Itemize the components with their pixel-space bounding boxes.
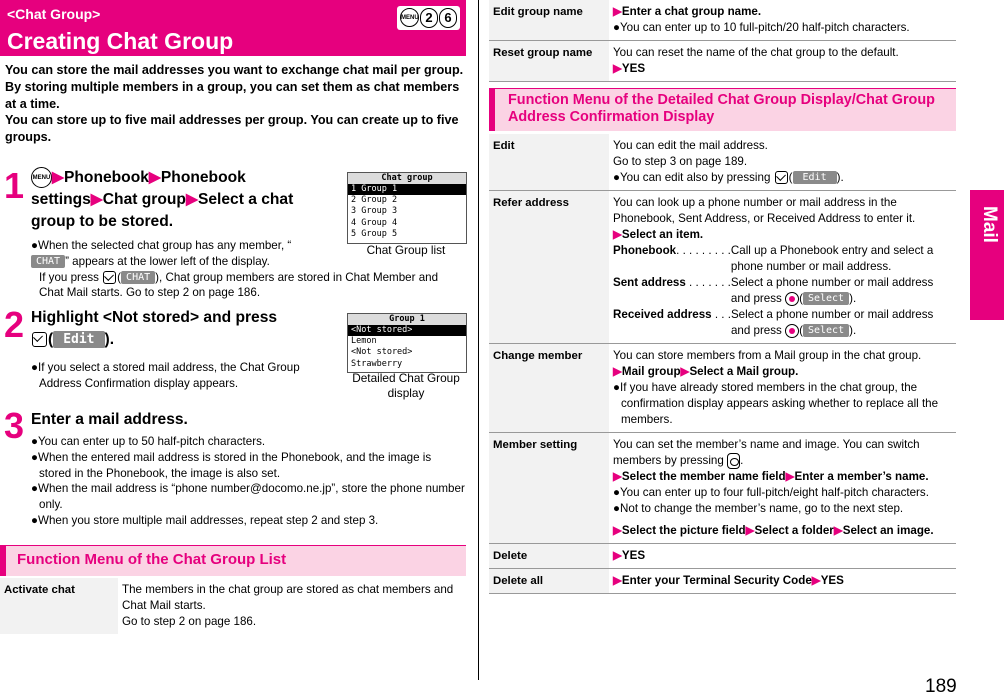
menu-key: Member setting <box>489 433 609 544</box>
menu-key: Delete <box>489 544 609 569</box>
list-item: <Not stored> <box>348 325 466 336</box>
menu-key: Reset group name <box>489 41 609 82</box>
menu-desc: You can reset the name of the chat group to the default. ▶YES <box>609 41 956 82</box>
bullet-icon: ● <box>31 482 39 496</box>
menu-desc: You can look up a phone number or mail address in the Phonebook, Sent Address, or Received Address to enter it. ▶Select an item. Phonebook . . . . . . . . . Call up a Phonebook entry and select a phone number or mail address. Sent address . . . . . . . Select a phone number or mail address and press ( Select ). Received address . . . Select a phone number or mail address and press ( Select ). <box>609 191 956 344</box>
list-item: <Not stored> <box>351 347 413 358</box>
bullet-icon: ● <box>31 361 39 374</box>
edit-softkey: Edit <box>53 331 104 348</box>
header-category: <Chat Group> <box>7 6 101 22</box>
key-2-icon: 2 <box>420 8 438 28</box>
edit-softkey: Edit <box>793 171 837 184</box>
select-softkey: Select <box>803 292 849 305</box>
arrow-icon: ▶ <box>148 169 161 186</box>
bullet-icon: ● <box>613 486 621 500</box>
column-divider <box>478 0 479 680</box>
bullet-icon: ● <box>613 381 621 394</box>
menu-desc: You can edit the mail address. Go to step 3 on page 189. ●You can edit also by pressing ( Edit ). <box>609 134 956 191</box>
screen-title: Group 1 <box>348 314 466 325</box>
center-key-icon <box>785 324 799 338</box>
bullet-icon: ● <box>31 450 39 464</box>
page-title: Creating Chat Group <box>7 28 234 54</box>
chat-softkey: CHAT <box>31 255 65 268</box>
section-heading: Function Menu of the Detailed Chat Group Display/Chat Group Address Confirmation Display <box>489 88 956 131</box>
intro-line: By storing multiple members in a group, you can set them as chat members at a time. <box>5 79 460 111</box>
intro-text <box>5 62 465 146</box>
bullet-icon: ● <box>31 239 39 252</box>
bullet-icon: ● <box>613 21 621 34</box>
bullet-icon: ● <box>31 435 39 448</box>
table-row <box>0 578 466 634</box>
menu-key: Activate chat <box>0 578 118 634</box>
table-row <box>489 344 956 433</box>
step-number: 2 <box>4 304 25 345</box>
center-key-icon <box>785 292 799 306</box>
list-item: Lemon <box>351 336 377 347</box>
step-3-text: Enter a mail address. <box>31 411 188 428</box>
list-item: 1 Group 1 <box>348 184 466 195</box>
list-item: 3 Group 3 <box>351 206 398 217</box>
bullet-icon: ● <box>613 502 621 516</box>
select-softkey: Select <box>803 324 849 337</box>
menu-desc: ▶Enter a chat group name. ●You can enter up to 10 full-pitch/20 half-pitch characters. <box>609 0 956 41</box>
bullet-icon: ● <box>31 513 39 527</box>
bullet-icon: ● <box>613 171 621 184</box>
menu-desc: You can set the member’s name and image. You can switch members by pressing . ▶Select the member name field▶Enter a member’s name. ●You can enter up to four full-pitch/eight half-pitch characters. ●Not to change the member’s name, go to the next step. ▶Select the picture field▶Select a folder▶Select an image. <box>609 433 956 544</box>
menu-key: Delete all <box>489 569 609 594</box>
menu-key: Refer address <box>489 191 609 344</box>
step-3-bullets: ●You can enter up to 50 half-pitch characters. ●When the entered mail address is stored in the Phonebook, and the image is stored in the Phonebook, the image is also set. ●When the mail address is “phone number@docomo.ne.jp”, store the phone number only. ●When you store multiple mail addresses, repeat step 2 and step 3. <box>31 435 465 527</box>
menu-key: Edit group name <box>489 0 609 41</box>
menu-key-icon: MENU <box>31 167 52 188</box>
arrow-icon: ▶ <box>185 191 198 208</box>
menu-desc: The members in the chat group are stored as chat members and Chat Mail starts. Go to step 2 on page 186. <box>122 583 454 628</box>
step-1-bullets: ●When the selected chat group has any member, “CHAT ” appears at the lower left of the display. If you press ( CHAT ), Chat group members are stored in Chat Member and Chat Mail starts. Go to step 2 on page 186. <box>31 239 439 300</box>
table-row <box>489 41 956 82</box>
step-number: 1 <box>4 165 25 206</box>
arrow-icon: ▶ <box>52 169 64 186</box>
menu-key: Edit <box>489 134 609 191</box>
mail-key-icon <box>775 171 788 184</box>
list-item: Strawberry <box>351 358 403 369</box>
key-sequence <box>397 6 460 30</box>
menu-desc: ▶Enter your Terminal Security Code▶YES <box>609 569 956 594</box>
chapter-tab: Mail <box>970 190 1004 320</box>
function-menu-table <box>0 578 466 634</box>
detailed-chat-group-screen <box>347 313 467 373</box>
screen-caption: Chat Group list <box>366 243 446 257</box>
screen-caption: Detailed Chat Group display <box>352 371 460 400</box>
key-6-icon: 6 <box>439 8 457 28</box>
menu-key-icon: MENU <box>400 8 419 27</box>
table-row <box>489 569 956 594</box>
table-row <box>489 191 956 344</box>
step-number: 3 <box>4 405 25 446</box>
function-menu-table <box>489 134 956 594</box>
step-1-text: MENU ▶Phonebook▶Phonebook settings▶Chat group▶Select a chat group to be stored. <box>31 169 294 230</box>
mail-key-icon <box>32 332 47 347</box>
screen-title: Chat group <box>348 173 466 184</box>
step-2-text: Highlight <Not stored> and press ( Edit ). <box>31 309 278 348</box>
list-item: 2 Group 2 <box>351 195 398 206</box>
intro-line: You can store up to five mail addresses per group. You can create up to five groups. <box>5 113 459 145</box>
page-number: 189 <box>925 676 957 697</box>
nav-key-icon <box>727 453 740 469</box>
mail-key-icon <box>103 271 116 284</box>
table-row <box>489 433 956 544</box>
list-item: 4 Group 4 <box>351 217 398 228</box>
table-row <box>489 0 956 41</box>
menu-desc: You can store members from a Mail group in the chat group. ▶Mail group▶Select a Mail group. ●If you have already stored members in the chat group, the confirmation display appears asking whether to replace all the members. <box>609 344 956 433</box>
table-row <box>489 134 956 191</box>
list-item: 5 Group 5 <box>351 228 398 239</box>
step-2-bullets: ●If you select a stored mail address, the Chat Group Address Confirmation display appears. <box>31 361 300 390</box>
chat-softkey: CHAT <box>121 271 155 284</box>
intro-line: You can store the mail addresses you want to exchange chat mail per group. <box>5 63 464 77</box>
menu-desc: ▶YES <box>609 544 956 569</box>
function-menu-table <box>489 0 956 82</box>
section-heading: Function Menu of the Chat Group List <box>0 545 466 576</box>
section-header <box>0 0 466 56</box>
chat-group-list-screen <box>347 172 467 244</box>
arrow-icon: ▶ <box>90 191 103 208</box>
table-row <box>489 544 956 569</box>
menu-key: Change member <box>489 344 609 433</box>
